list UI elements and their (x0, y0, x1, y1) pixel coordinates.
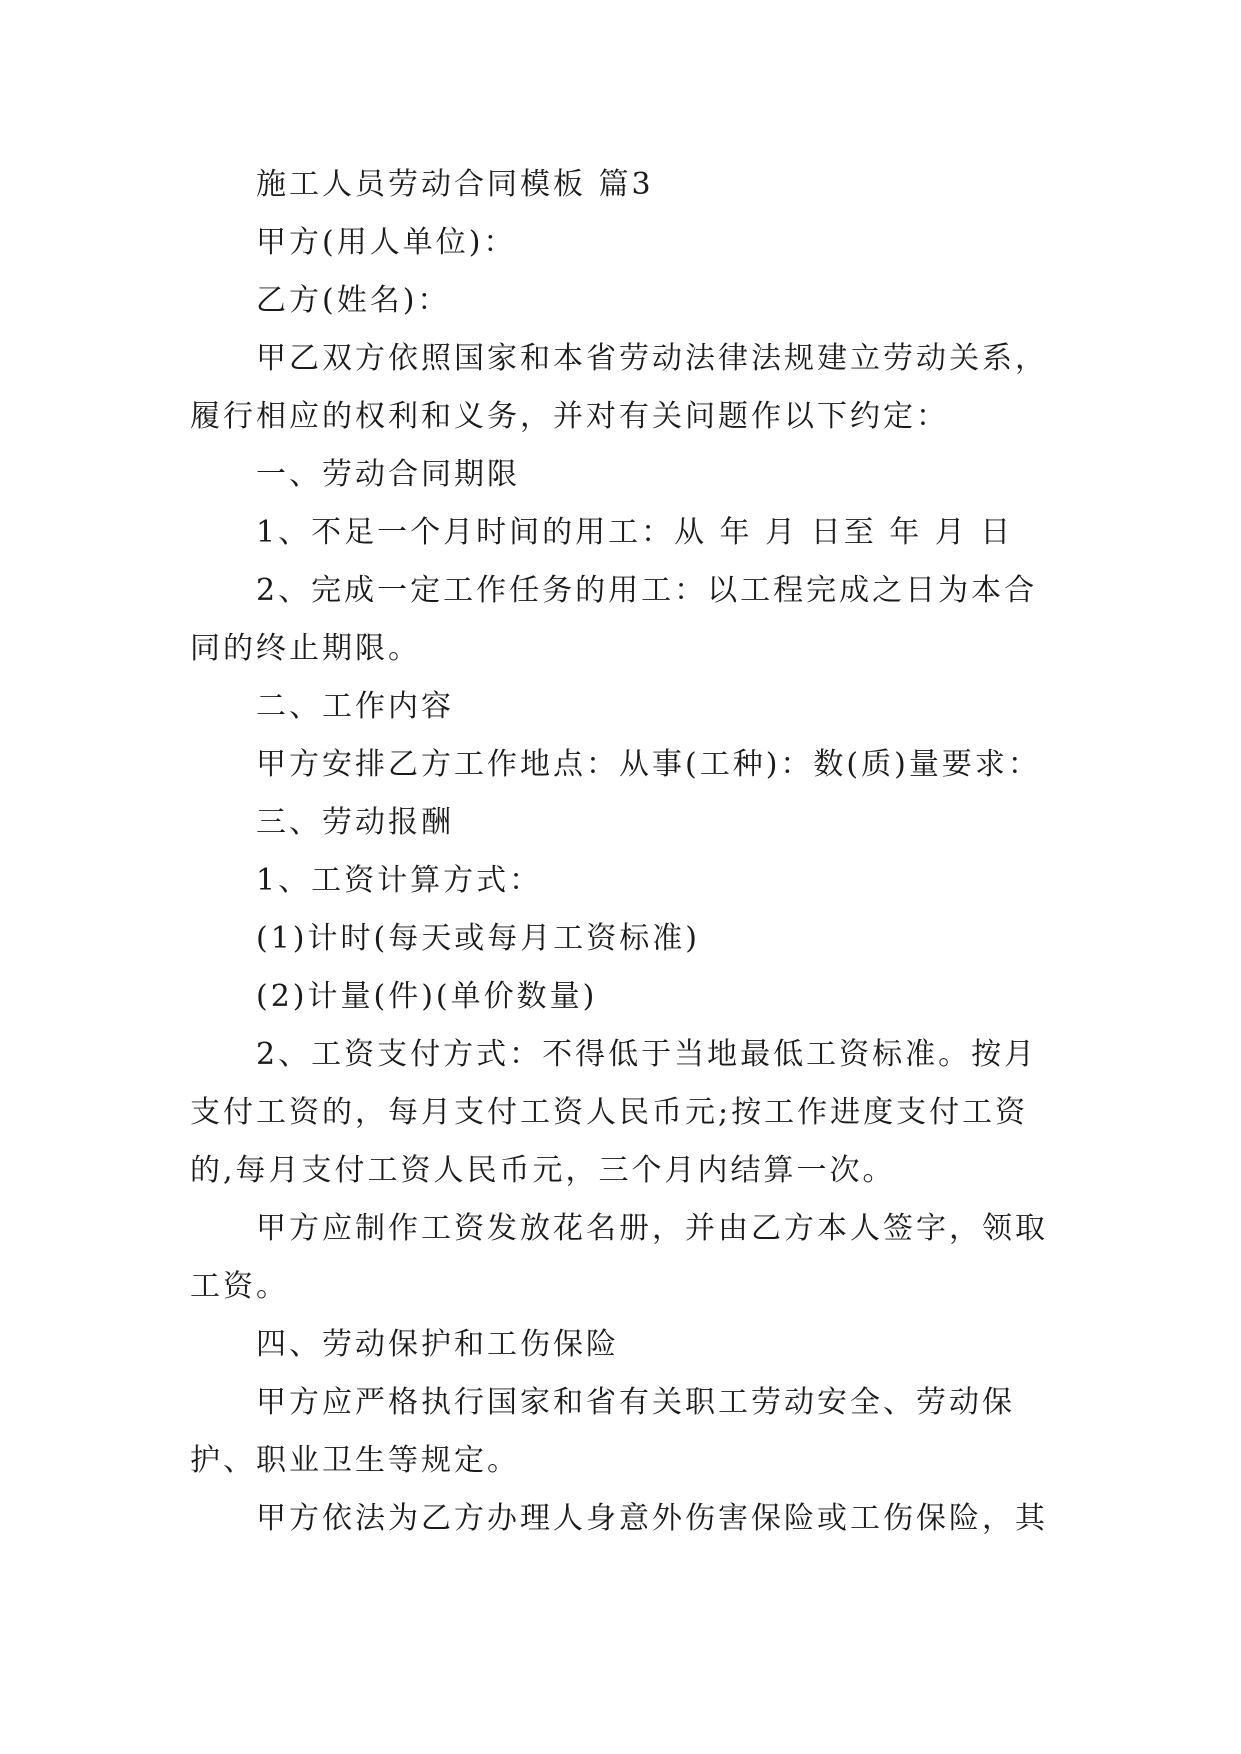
pay-clause-1b: (2)计量(件)(单价数量) (256, 979, 598, 1014)
section-heading-protection: 四、劳动保护和工伤保险 (256, 1327, 619, 1362)
protection-clause-2: 甲方依法为乙方办理人身意外伤害保险或工伤保险，其 (256, 1501, 1048, 1536)
pay-clause-1: 1、工资计算方式： (256, 863, 543, 898)
document-body (190, 156, 1070, 1548)
section-heading-work: 二、工作内容 (256, 689, 454, 724)
payroll-clause: 甲方应制作工资发放花名册，并由乙方本人签字，领取工资。 (190, 1211, 1048, 1304)
party-b-line: 乙方(姓名)： (256, 283, 451, 318)
pay-clause-2: 2、工资支付方式：不得低于当地最低工资标准。按月支付工资的，每月支付工资人民币元;按工作进度支付工资的,每月支付工资人民币元，三个月内结算一次。 (190, 1037, 1038, 1188)
term-clause-2: 2、完成一定工作任务的用工：以工程完成之日为本合同的终止期限。 (190, 573, 1038, 666)
party-a-line: 甲方(用人单位)： (256, 225, 517, 260)
protection-clause-1: 甲方应严格执行国家和省有关职工劳动安全、劳动保护、职业卫生等规定。 (190, 1385, 1015, 1478)
section-heading-term: 一、劳动合同期限 (256, 457, 520, 492)
preamble-paragraph: 甲乙双方依照国家和本省劳动法律法规建立劳动关系，履行相应的权利和义务，并对有关问题作以下约定： (190, 341, 1048, 434)
section-heading-pay: 三、劳动报酬 (256, 805, 454, 840)
document-title: 施工人员劳动合同模板 篇3 (256, 167, 654, 202)
work-clause: 甲方安排乙方工作地点：从事(工种)：数(质)量要求： (256, 747, 1041, 782)
pay-clause-1a: (1)计时(每天或每月工资标准) (256, 921, 700, 956)
term-clause-1: 1、不足一个月时间的用工：从 年 月 日至 年 月 日 (256, 515, 1014, 550)
